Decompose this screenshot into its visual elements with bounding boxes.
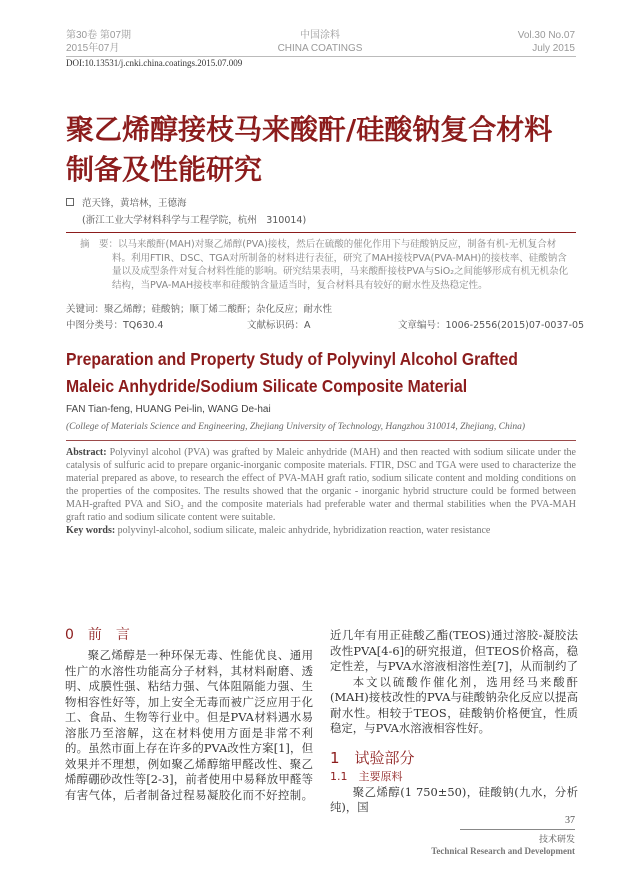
volume-number: Vol.30 No.07 (517, 30, 575, 41)
doi: DOI:10.13531/j.cnki.china.coatings.2015.07.009 (66, 58, 243, 68)
left-column (65, 624, 313, 803)
title-en-line-1: Preparation and Property Study of Polyvinyl Alcohol Grafted (66, 349, 518, 369)
intro-paragraph-cont-text: 近几年有用正硅酸乙酯(TEOS)通过溶胶-凝胶法改性PVA[4-6]的研究报道，但TEOS价格高，稳定性差，与PVA水溶液相溶性差[7]，从而制约了 (330, 628, 578, 673)
affiliation-en: (College of Materials Science and Engineering, Zhejiang University of Technology, Hangzhou 310014, Zhejiang, China) (66, 422, 526, 432)
title-en-line-2: Maleic Anhydride/Sodium Silicate Composite Material (66, 376, 468, 396)
square-marker-icon (66, 198, 74, 206)
materials-paragraph: 聚乙烯醇(1 750±50)，硅酸钠(九水，分析纯)，国 (330, 784, 578, 814)
section-heading-intro: 0 前 言 (65, 627, 130, 643)
abstract-cn-label: 摘 要： (80, 239, 119, 250)
page-number: 37 (565, 815, 575, 826)
title-cn-line-1: 聚乙烯醇接枝马来酸酐/硅酸钠复合材料 (66, 113, 553, 146)
keywords-en (66, 524, 576, 537)
intro-paragraph-2: 本文以硫酸作催化剂，选用经马来酸酐(MAH)接枝改性的PVA与硅酸钠杂化反应以提高耐水性。相较于TEOS，硅酸钠价格便宜，性质稳定，与PVA水溶液相容性好。 (330, 674, 578, 735)
right-column (330, 628, 578, 816)
article-number: 文章编号：1006-2556(2015)07-0037-05 (398, 320, 585, 331)
journal-name (220, 29, 420, 55)
clc-number: 中图分类号：TQ630.4 (66, 320, 164, 331)
subsection-heading-materials: 1.1 主要原料 (330, 769, 403, 783)
intro-paragraph: 聚乙烯醇是一种环保无毒、性能优良、通用性广的水溶性功能高分子材料，其材料耐磨、透明、成膜性强、粘结力强、气体阻隔能力强、生物相容性好等，加上安全无毒而被广泛应用于化工、食品、生物等行业中。但是PVA材料遇水易溶胀乃至溶解，这在材料使用方面是非常不利的。虽然市面上存在许多的PVA改性方案[1]，但效果并不理想，例如聚乙烯醇缩甲醛改性、聚乙烯醇硼砂改性等[2-3]，前者使用中易释放甲醛等有害气体，后者制备过程易凝胶化而不好控制。 (65, 648, 313, 802)
title-cn (66, 110, 606, 190)
authors-cn (66, 196, 187, 211)
abstract-divider (66, 440, 576, 441)
volume-info (420, 29, 575, 55)
footer-divider (460, 829, 575, 830)
section-heading-experiment: 1 试验部分 (330, 748, 415, 767)
issue-date-cn: 2015年07月 (66, 43, 120, 54)
authors-cn-text: 范天锋，黄培林，王德海 (82, 198, 187, 209)
header-divider (66, 56, 576, 57)
issue-date-en: July 2015 (532, 43, 575, 54)
keywords-cn: 关键词：聚乙烯醇；硅酸钠；顺丁烯二酸酐；杂化反应；耐水性 (66, 304, 333, 315)
abstract-cn-text: 以马来酸酐(MAH)对聚乙烯醇(PVA)接枝，然后在硫酸的催化作用下与硅酸钠反应，制备有机-无机复合材料。利用FTIR、DSC、TGA对所制备的材料进行表征，研究了MAH接枝PVA(PVA-MAH)的接枝率、硅酸钠含量以及成型条件对复合材料性能的影响。研究结果表明，马来酸酐接枝PVA与SiO₂之间能够形成有机无机杂化结构，当PVA-MAH接枝率和硅酸钠含量适当时，复合材料具有较好的耐水性及热稳定性。 (112, 239, 569, 291)
affiliation-cn: (浙江工业大学材料科学与工程学院，杭州 310014) (82, 215, 307, 226)
journal-name-en: CHINA COATINGS (277, 43, 363, 54)
abstract-en (66, 446, 576, 537)
keywords-en-label: Key words: (66, 525, 116, 536)
abstract-en-text: Polyvinyl alcohol (PVA) was grafted by Maleic anhydride (MAH) and then reacted with sodium silicate under the catalysis of sulfuric acid to prepare organic-inorganic composite materials. FTIR, DSC and TGA were used to characterize the material prepared as above, to research the effect of PVA-MAH graft ratio, sodium silicate content and molding conditions on the properties of the composites. The results showed that the organic - inorganic hybrid structure could be formed between MAH-grafted PVA and SiO₂ and the composite materials had preferable water and thermal stabilities when the PVA-MAH graft ratio and sodium silicate content were suitable. (66, 447, 576, 523)
issue-number: 第30卷 第07期 (66, 30, 132, 41)
footer-column-en: Technical Research and Development (431, 846, 575, 856)
abstract-en-label: Abstract: (66, 447, 107, 458)
abstract-cn (80, 238, 575, 292)
intro-paragraph-cont (330, 628, 578, 675)
title-cn-line-2: 制备及性能研究 (66, 153, 263, 186)
title-en (66, 346, 586, 400)
issue-info (66, 29, 131, 55)
journal-name-cn: 中国涂料 (300, 30, 340, 41)
document-code: 文献标识码：A (247, 320, 311, 331)
keywords-en-text: polyvinyl-alcohol, sodium silicate, maleic anhydride, hybridization reaction, water resistance (115, 525, 491, 536)
authors-en: FAN Tian-feng, HUANG Pei-lin, WANG De-hai (66, 404, 271, 415)
title-divider (66, 232, 576, 233)
footer-column-cn: 技术研发 (538, 835, 575, 845)
